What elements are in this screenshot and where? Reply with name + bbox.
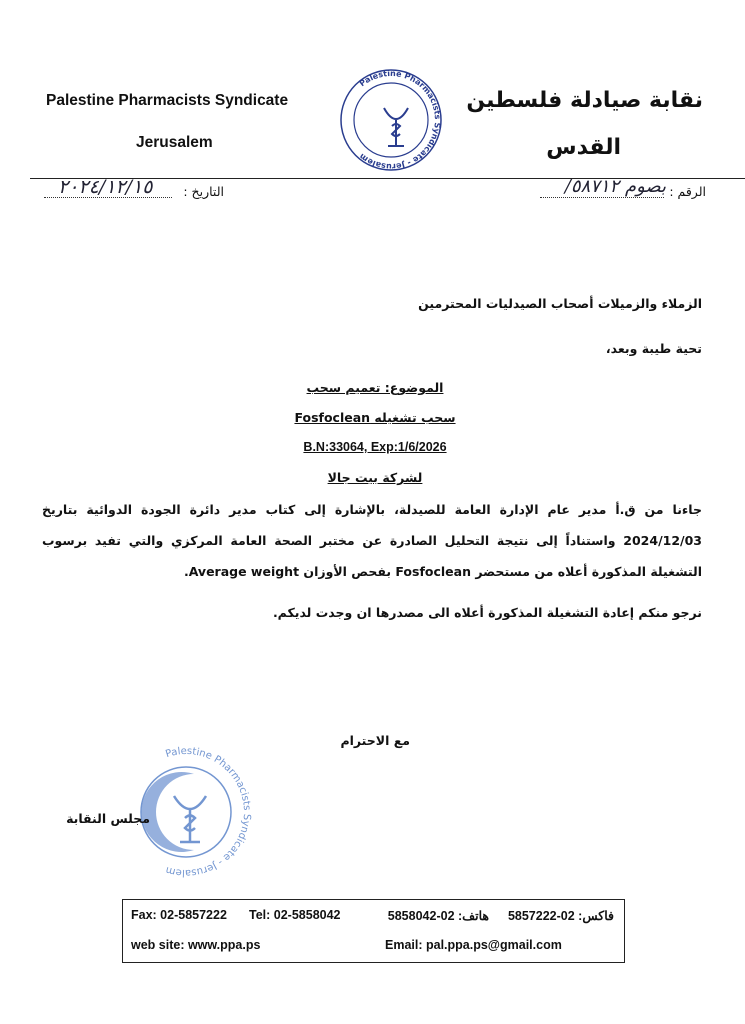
request: نرجو منكم إعادة التشغيلة المذكورة أعلاه الى مصدرها ان وجدت لديكم.	[272, 605, 702, 620]
date-value: ٢٠٢٤/١٢/١٥	[58, 176, 153, 198]
withdraw-line	[230, 410, 520, 425]
date-field	[44, 178, 224, 204]
date-label: التاريخ :	[183, 184, 224, 199]
website-link[interactable]: web site: www.ppa.ps	[131, 938, 261, 952]
subject-line	[230, 380, 520, 395]
greeting: تحية طيبة وبعد،	[605, 341, 702, 356]
contact-footer	[122, 899, 625, 963]
ref-value: بصوم ٥٨٧١٢/	[564, 176, 666, 197]
company: لشركة بيت جالا	[327, 470, 423, 485]
batch-number: B.N:33064, Exp:1/6/2026	[303, 440, 447, 454]
company-line	[230, 470, 520, 485]
fax-en: Fax: 02-5857222	[131, 908, 227, 922]
city-name-en: Jerusalem	[136, 134, 213, 151]
syndicate-logo	[336, 68, 446, 172]
paragraph-line-3: التشغيلة المذكورة أعلاه من مستحضر Fosfoclean بفحص الأوزان Average weight.	[183, 564, 702, 579]
org-name-en: Palestine Pharmacists Syndicate	[46, 92, 289, 109]
org-name-ar: نقابة صيادلة فلسطين	[466, 88, 703, 113]
salutation: الزملاء والزميلات أصحاب الصيدليات المحترمين	[418, 296, 702, 311]
stamp-ring-text-en: Palestine Pharmacists Syndicate - Jerusalem	[164, 745, 253, 879]
tel-en: Tel: 02-5858042	[249, 908, 341, 922]
ref-label: الرقم :	[669, 184, 706, 199]
withdraw-product: سحب تشغيله Fosfoclean	[294, 410, 456, 425]
subject: الموضوع: تعميم سحب	[306, 380, 444, 395]
logo-ring-text-en: Palestine Pharmacists Syndicate - Jerusalem	[357, 68, 443, 172]
fax-ar: فاكس: 02-5857222	[507, 909, 614, 923]
svg-text:Palestine Pharmacists Syndicat	[164, 746, 252, 878]
closing: مع الاحترام	[340, 733, 410, 748]
city-name-ar: القدس	[546, 135, 621, 160]
ref-field	[536, 178, 706, 204]
batch-line	[230, 440, 520, 454]
phone-ar: هاتف: 02-5858042	[387, 909, 489, 923]
paragraph-line-1: جاءنا من ق.أ مدير عام الإدارة العامة للصيدلة، بالإشارة إلى كتاب مدير دائرة الجودة الدوائية بتاريخ	[42, 502, 702, 517]
signature: مجلس النقابة	[66, 811, 150, 826]
email-link[interactable]: Email: pal.ppa.ps@gmail.com	[385, 938, 562, 952]
paragraph-line-2: 2024/12/03 واستناداً إلى نتيجة التحليل الصادرة عن مختبر الصحة العامة المركزي والتي تفيد برسوب	[42, 533, 702, 548]
